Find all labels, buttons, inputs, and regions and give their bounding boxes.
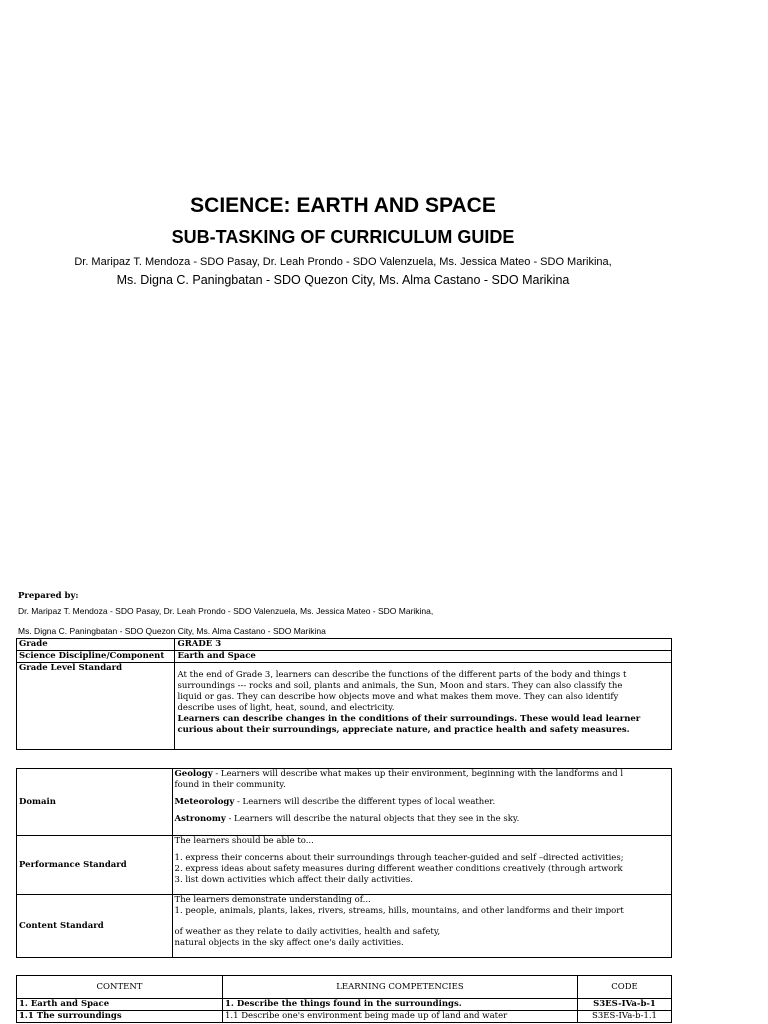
content-standard-text [172, 895, 671, 958]
table-row [17, 836, 672, 895]
column-header-content: CONTENT [17, 976, 223, 999]
astronomy-text: - Learners will describe the natural objects that they see in the sky. [225, 814, 520, 824]
competency-table [16, 975, 672, 1023]
standard-line: At the end of Grade 3, learners can describe the functions of the different parts of the body and things t [177, 670, 627, 680]
astronomy-term: Astronomy [174, 814, 226, 824]
content-item: 1. people, animals, plants, lakes, rivers, streams, hills, mountains, and other landforms and their import [174, 906, 624, 916]
content-intro: The learners demonstrate understanding of... [174, 895, 371, 905]
discipline-value: Earth and Space [175, 651, 672, 663]
performance-intro: The learners should be able to... [174, 836, 314, 846]
grade-level-standard-label: Grade Level Standard [17, 663, 175, 750]
standard-bold-line: curious about their surroundings, appreciate nature, and practice health and safety measures. [177, 725, 630, 735]
column-header-code: CODE [578, 976, 672, 999]
geology-line [175, 769, 669, 780]
performance-standard-text [172, 836, 671, 895]
prepared-by-line-1: Dr. Maripaz T. Mendoza - SDO Pasay, Dr. Leah Prondo - SDO Valenzuela, Ms. Jessica Mateo - SDO Marikina, [18, 606, 434, 616]
standard-bold-line: Learners can describe changes in the conditions of their surroundings. These would lead learner [177, 714, 641, 724]
grade-level-standard-text [175, 663, 672, 750]
table-row [17, 895, 672, 958]
grade-value: GRADE 3 [175, 639, 672, 651]
table-row [17, 769, 672, 836]
standards-table-wrapper [16, 768, 672, 958]
authors-line-2: Ms. Digna C. Paningbatan - SDO Quezon City, Ms. Alma Castano - SDO Marikina [116, 273, 570, 287]
table-row [17, 663, 672, 750]
prepared-by-line-2: Ms. Digna C. Paningbatan - SDO Quezon City, Ms. Alma Castano - SDO Marikina [18, 626, 326, 636]
authors-line-1: Dr. Maripaz T. Mendoza - SDO Pasay, Dr. Leah Prondo - SDO Valenzuela, Ms. Jessica Mateo - SDO Marikina, [74, 256, 612, 268]
code-cell: S3ES-IVa-b-1.1 [578, 1011, 672, 1023]
grade-info-table [16, 638, 672, 750]
content-item: of weather as they relate to daily activities, health and safety, [174, 927, 441, 937]
code-cell: S3ES-IVa-b-1 [578, 999, 672, 1011]
table-row [17, 999, 672, 1011]
competency-cell: 1. Describe the things found in the surroundings. [223, 999, 578, 1011]
domain-text [172, 769, 671, 836]
table-row [17, 651, 672, 663]
standards-table [16, 768, 672, 958]
geology-text: - Learners will describe what makes up their environment, beginning with the landforms and l [212, 769, 624, 779]
astronomy-line [175, 814, 669, 825]
content-cell: 1. Earth and Space [17, 999, 223, 1011]
meteorology-text: - Learners will describe the different types of local weather. [234, 797, 496, 807]
competency-table-wrapper [16, 975, 672, 1023]
page-title: SCIENCE: EARTH AND SPACE [190, 194, 496, 217]
table-row [17, 639, 672, 651]
table-header-row [17, 976, 672, 999]
performance-item: 3. list down activities which affect their daily activities. [174, 875, 413, 885]
performance-standard-label: Performance Standard [17, 836, 173, 895]
content-item: natural objects in the sky affect one's daily activities. [174, 938, 404, 948]
performance-item: 1. express their concerns about their surroundings through teacher-guided and self –directed activities; [174, 853, 624, 863]
content-cell: 1.1 The surroundings [17, 1011, 223, 1023]
domain-label: Domain [17, 769, 173, 836]
prepared-by-label: Prepared by: [18, 591, 79, 601]
standard-line: describe uses of light, heat, sound, and electricity. [177, 703, 395, 713]
meteorology-term: Meteorology [174, 797, 235, 807]
competency-cell: 1.1 Describe one's environment being made up of land and water [223, 1011, 578, 1023]
content-standard-label: Content Standard [17, 895, 173, 958]
grade-info-table-wrapper [16, 638, 672, 750]
geology-line-2: found in their community. [174, 780, 286, 790]
page-subtitle: SUB-TASKING OF CURRICULUM GUIDE [171, 227, 515, 247]
performance-item: 2. express ideas about safety measures during different weather conditions creatively (through artwork [174, 864, 623, 874]
column-header-competencies: LEARNING COMPETENCIES [223, 976, 578, 999]
table-row [17, 1011, 672, 1023]
discipline-label: Science Discipline/Component [17, 651, 175, 663]
grade-label: Grade [17, 639, 175, 651]
geology-term: Geology [174, 769, 213, 779]
standard-line: surroundings --- rocks and soil, plants and animals, the Sun, Moon and stars. They can also classify the [177, 681, 623, 691]
standard-line: liquid or gas. They can describe how objects move and what makes them move. They can also identify [177, 692, 619, 702]
meteorology-line [175, 797, 669, 808]
